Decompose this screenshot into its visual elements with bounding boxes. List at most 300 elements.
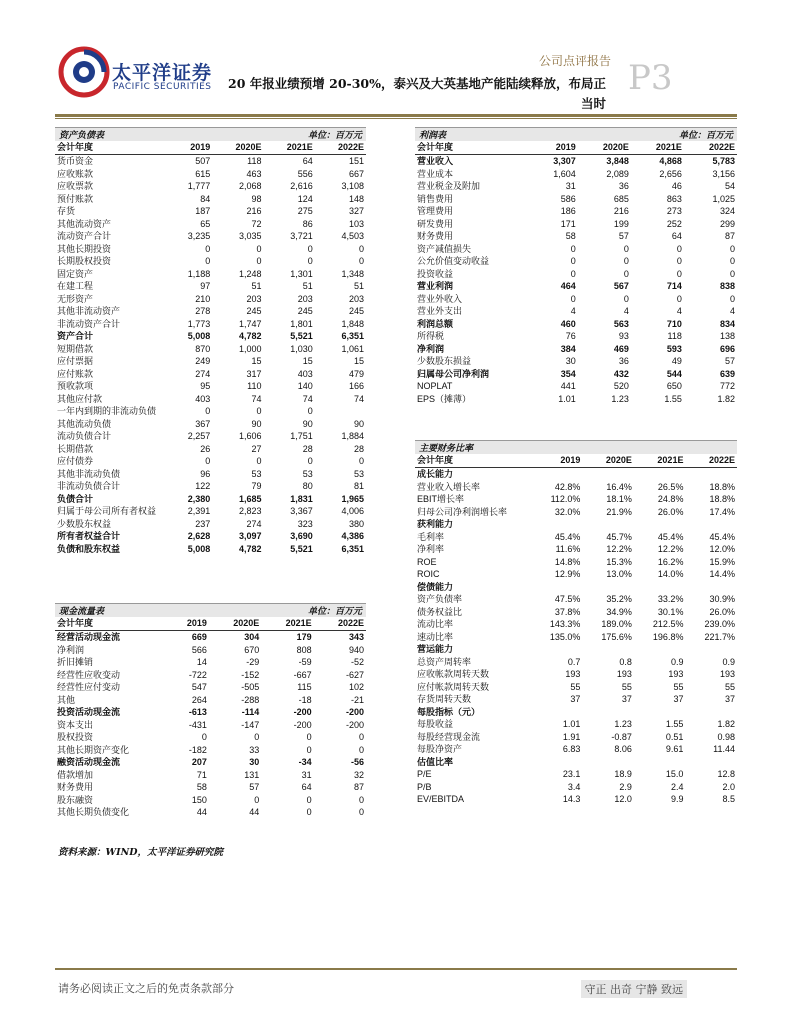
cell-value: 210 <box>195 293 211 304</box>
cell-value <box>685 518 737 531</box>
panel-unit: 单位：百万元 <box>307 131 362 141</box>
cell-value: 5,008 <box>187 331 211 341</box>
column-header: 2022E <box>315 141 366 155</box>
table-row <box>55 268 366 281</box>
row-label: 归属于母公司所有者权益 <box>57 506 157 516</box>
cell-value: 1,848 <box>341 318 364 329</box>
table-row <box>415 506 737 519</box>
cell-value: 0 <box>358 256 364 266</box>
cell-value: 86 <box>302 218 313 229</box>
cell-value <box>315 405 366 418</box>
footer-divider <box>55 968 737 970</box>
cell-value: 18.8% <box>709 494 735 504</box>
cell-value: 37 <box>673 694 684 704</box>
row-label: 其他流动负债 <box>57 418 112 429</box>
cell-value: 1,348 <box>341 268 364 279</box>
cell-value: -200 <box>293 707 312 717</box>
row-label: 存货 <box>57 206 76 216</box>
table-row <box>55 731 366 744</box>
cell-value: 6,351 <box>341 543 364 554</box>
table-row <box>55 193 366 206</box>
row-label: 经营性应付变动 <box>57 682 121 692</box>
column-header: 2019 <box>531 141 578 155</box>
row-label: P/B <box>417 781 432 792</box>
table-row <box>55 530 366 543</box>
table-row <box>55 719 366 732</box>
cell-value: 131 <box>244 769 260 780</box>
cell-value: 0 <box>570 293 576 304</box>
table-row <box>55 656 366 669</box>
cell-value: 175.6% <box>601 631 632 642</box>
cell-value: 4 <box>570 306 576 316</box>
cell-value: 3,235 <box>187 231 211 241</box>
cell-value: 57 <box>724 356 735 366</box>
cell-value: 15.3% <box>606 556 632 567</box>
cell-value: -56 <box>350 757 364 767</box>
row-label: 毛利率 <box>417 531 445 542</box>
row-label: 资本支出 <box>57 719 94 730</box>
cell-value: 21.9% <box>606 506 632 517</box>
cell-value: 187 <box>195 206 211 216</box>
cell-value: 51 <box>251 281 262 291</box>
row-label: 应付账款 <box>57 368 94 379</box>
table-row <box>55 168 366 181</box>
cell-value: 507 <box>195 156 211 166</box>
cell-value: 432 <box>613 368 629 379</box>
cell-value: 863 <box>666 193 682 204</box>
cell-value: 0 <box>201 732 207 742</box>
row-label: ROE <box>417 556 437 567</box>
row-label: 投资收益 <box>417 268 454 279</box>
table-row <box>415 631 737 644</box>
cell-value: 1.01 <box>558 393 576 404</box>
cell-value: 110 <box>247 381 262 391</box>
table-row <box>55 380 366 393</box>
cell-value: 65 <box>200 218 211 229</box>
cell-value: 0 <box>306 807 312 817</box>
row-label: 资产负债率 <box>417 594 463 604</box>
financial-ratios-panel <box>415 440 737 806</box>
cell-value: 547 <box>191 682 207 692</box>
row-label: 融资活动现金流 <box>57 757 121 767</box>
cell-value: 93 <box>618 331 629 341</box>
cell-value: 1,030 <box>290 343 313 354</box>
column-header: 2022E <box>684 141 737 155</box>
cell-value: 12.9% <box>554 569 581 579</box>
panel-header <box>55 127 366 141</box>
data-source-note: 资料来源：WIND，太平洋证券研究院 <box>58 847 224 858</box>
cell-value: 44 <box>249 807 260 817</box>
panel-unit: 单位：百万元 <box>678 131 733 141</box>
table-row <box>55 706 366 719</box>
cell-value: 1.23 <box>614 719 632 729</box>
table-row <box>55 180 366 193</box>
row-label: 其他 <box>57 694 76 705</box>
row-label: 其他流动资产 <box>57 218 112 229</box>
cell-value: 30.9% <box>709 594 735 604</box>
row-label: 存货周转天数 <box>417 694 472 704</box>
table-row <box>55 631 366 644</box>
table-row <box>415 368 737 381</box>
cell-value: 2,380 <box>187 493 211 504</box>
cell-value: 31 <box>301 769 312 780</box>
cell-value: 5,521 <box>290 331 313 341</box>
cell-value: 16.2% <box>657 556 684 567</box>
report-header <box>0 0 791 120</box>
row-label: 财务费用 <box>57 782 94 792</box>
cell-value: 28 <box>353 443 364 454</box>
cell-value: 0 <box>307 456 313 466</box>
cell-value: 24.8% <box>657 494 684 504</box>
cell-value: 0.7 <box>567 656 581 667</box>
cell-value: 36 <box>618 356 629 366</box>
cell-value: 14 <box>196 657 207 667</box>
table-row <box>55 505 366 518</box>
row-label: 销售费用 <box>417 193 454 204</box>
cell-value: 940 <box>348 644 364 655</box>
row-label: 债务权益比 <box>417 606 463 617</box>
cell-value: 14.3 <box>562 794 581 804</box>
row-label: 每股指标（元） <box>417 706 481 717</box>
cell-value: 3,035 <box>238 231 262 241</box>
cell-value: 203 <box>348 293 364 304</box>
cell-value: 327 <box>348 206 364 216</box>
cell-value <box>685 468 737 481</box>
cell-value: 4,782 <box>238 331 262 341</box>
row-label: 应收账款 <box>57 168 94 179</box>
panel-header <box>55 603 366 617</box>
cell-value: 221.7% <box>704 631 735 642</box>
cell-value: 0 <box>729 268 735 279</box>
cell-value: 0.8 <box>619 656 632 667</box>
cell-value <box>634 468 686 481</box>
cell-value: 90 <box>251 418 262 429</box>
cell-value: 2,391 <box>187 506 211 516</box>
cell-value: 0 <box>307 243 313 254</box>
table-row <box>55 694 366 707</box>
cell-value: 0 <box>307 256 313 266</box>
cell-value: 203 <box>246 293 262 304</box>
cell-value: 0 <box>676 293 682 304</box>
row-label: 股权投资 <box>57 732 94 742</box>
cell-value: 87 <box>353 782 364 792</box>
cell-value: 5,783 <box>712 156 735 166</box>
row-label: 利润总额 <box>417 318 454 329</box>
row-label: 折旧摊销 <box>57 657 94 667</box>
row-label: 其他长期投资 <box>57 243 112 254</box>
cell-value <box>531 518 583 531</box>
cell-value: 15 <box>251 356 262 366</box>
cell-value <box>685 581 737 594</box>
cell-value <box>634 643 686 656</box>
column-header: 2021E <box>263 141 314 155</box>
cell-value: 367 <box>195 418 211 429</box>
cell-value: 74 <box>353 393 364 404</box>
cell-value: 0 <box>358 807 364 817</box>
cell-value: 34.9% <box>606 606 632 617</box>
cell-value: 33.2% <box>657 594 684 604</box>
brand-name-cn: 太平洋证券 <box>112 62 213 84</box>
row-label: 成长能力 <box>417 469 454 479</box>
cell-value: 0 <box>306 744 312 755</box>
column-header: 会计年度 <box>415 454 531 468</box>
cell-value: 115 <box>297 682 312 692</box>
cell-value: 58 <box>196 782 207 792</box>
cell-value: 135.0% <box>549 631 581 642</box>
cell-value: 103 <box>348 218 364 229</box>
row-label: 资产合计 <box>57 331 94 341</box>
cell-value: 51 <box>302 281 313 291</box>
column-header: 2020E <box>578 141 631 155</box>
row-label: 营业税金及附加 <box>417 181 481 191</box>
table-row <box>55 781 366 794</box>
cell-value: 57 <box>618 231 629 241</box>
cell-value: 1,747 <box>238 318 262 329</box>
table-row <box>415 168 737 181</box>
column-header: 2022E <box>314 617 366 631</box>
cell-value: 4 <box>623 306 629 316</box>
cell-value: 90 <box>302 418 313 429</box>
cell-value <box>531 643 583 656</box>
cell-value <box>531 468 583 481</box>
cell-value: 4,782 <box>238 543 262 554</box>
table-row <box>415 656 737 669</box>
cell-value: 26.0% <box>709 606 735 617</box>
row-label: 经营活动现金流 <box>57 632 121 642</box>
row-label: 流动比率 <box>417 619 454 629</box>
cell-value: 1,604 <box>553 168 576 179</box>
table-row <box>55 393 366 406</box>
cell-value: 0 <box>676 256 682 266</box>
table-row <box>55 744 366 757</box>
row-label: EV/EBITDA <box>417 794 465 804</box>
cell-value: 189.0% <box>601 619 632 629</box>
cell-value: 196.8% <box>652 631 684 642</box>
cell-value: 1,188 <box>187 268 211 279</box>
cell-value: -59 <box>298 657 312 667</box>
cell-value: 343 <box>348 632 364 642</box>
cell-value: 15.0 <box>665 769 684 779</box>
table-row <box>415 268 737 281</box>
cell-value <box>634 581 686 594</box>
row-label: 营业外收入 <box>417 293 463 304</box>
cell-value: 1,965 <box>341 493 364 504</box>
cell-value: 45.4% <box>657 531 684 542</box>
cell-value: 245 <box>297 306 313 316</box>
cell-value: 53 <box>302 468 313 479</box>
table-row <box>415 731 737 744</box>
cell-value: 0 <box>307 406 313 416</box>
cell-value: 0 <box>358 744 364 755</box>
row-label: EPS（摊薄） <box>417 393 472 404</box>
cell-value: 3,307 <box>553 156 576 166</box>
cell-value: 150 <box>191 794 207 805</box>
cell-value: 593 <box>666 343 682 354</box>
cell-value: 275 <box>297 206 313 216</box>
cell-value: -627 <box>345 669 364 680</box>
cell-value: -182 <box>188 744 207 755</box>
cell-value: -147 <box>241 719 260 730</box>
header-divider <box>55 114 737 117</box>
row-label: 应付票据 <box>57 356 94 366</box>
cell-value: 710 <box>666 318 682 329</box>
table-row <box>55 468 366 481</box>
table-row <box>415 781 737 794</box>
table-row <box>55 669 366 682</box>
cell-value: 870 <box>195 343 211 354</box>
cell-value: 216 <box>613 206 629 216</box>
cell-value: -152 <box>241 669 260 680</box>
cell-value: 193 <box>668 669 684 679</box>
table-row <box>55 293 366 306</box>
column-header: 2020E <box>582 454 634 468</box>
cell-value: -34 <box>298 757 312 767</box>
row-label: 营运能力 <box>417 644 454 654</box>
row-label: 其他长期负债变化 <box>57 807 130 817</box>
cell-value: 1,248 <box>238 268 262 279</box>
row-label: 其他应付款 <box>57 393 103 404</box>
cell-value: 1.82 <box>717 393 735 404</box>
cell-value: -288 <box>241 694 260 705</box>
cell-value: 12.8 <box>717 769 735 779</box>
table-row <box>55 368 366 381</box>
cell-value: 0 <box>623 268 629 279</box>
cell-value: 26 <box>200 443 211 454</box>
cell-value: 79 <box>251 481 262 491</box>
cell-value: 245 <box>348 306 364 316</box>
cell-value: 0 <box>256 256 262 266</box>
row-label: 研发费用 <box>417 218 454 229</box>
table-row <box>55 493 366 506</box>
cell-value: 32.0% <box>554 506 581 517</box>
cash-flow-panel <box>55 603 366 819</box>
row-label: 应付债券 <box>57 456 94 466</box>
cell-value: 64 <box>301 782 312 792</box>
table-row <box>415 205 737 218</box>
table-row <box>55 430 366 443</box>
cell-value: -52 <box>350 657 364 667</box>
cell-value: -613 <box>188 707 207 717</box>
cell-value: 0 <box>205 406 211 416</box>
table-row <box>55 330 366 343</box>
table-row <box>415 393 737 406</box>
cell-value: 3,721 <box>290 231 313 241</box>
cell-value: 566 <box>191 644 207 655</box>
cell-value: 6,351 <box>341 331 364 341</box>
row-label: 长期借款 <box>57 443 94 454</box>
panel-title: 资产负债表 <box>59 131 105 141</box>
cell-value: 563 <box>613 318 629 329</box>
column-header: 2022E <box>685 454 737 468</box>
cell-value: 0 <box>729 243 735 254</box>
table-row <box>415 718 737 731</box>
cell-value: 36 <box>618 181 629 191</box>
income-statement-table <box>415 141 737 405</box>
cell-value: 0.9 <box>670 656 684 667</box>
disclaimer-note: 请务必阅读正文之后的免责条款部分 <box>58 982 234 995</box>
cell-value <box>634 706 686 719</box>
row-label: 每股收益 <box>417 719 454 729</box>
cell-value: 0 <box>676 268 682 279</box>
cell-value: 0 <box>254 732 260 742</box>
cell-value: 0 <box>358 794 364 805</box>
table-row <box>415 280 737 293</box>
cell-value: 8.06 <box>614 744 632 754</box>
cell-value: 72 <box>251 218 262 229</box>
cell-value: 118 <box>247 156 262 166</box>
table-header-row <box>55 141 366 155</box>
cell-value: 5,008 <box>187 543 211 554</box>
cell-value: 81 <box>353 481 364 491</box>
cell-value: 403 <box>297 368 313 379</box>
table-row <box>415 330 737 343</box>
cell-value <box>634 518 686 531</box>
table-row <box>415 293 737 306</box>
cell-value <box>685 756 737 769</box>
cell-value: 0 <box>205 256 211 266</box>
cell-value: 64 <box>302 156 313 166</box>
cell-value: 171 <box>560 218 576 229</box>
table-row <box>415 593 737 606</box>
table-row <box>55 255 366 268</box>
table-row <box>55 480 366 493</box>
cell-value: 1,301 <box>290 268 313 279</box>
cell-value: 97 <box>200 281 211 291</box>
cell-value: 15.9% <box>709 556 735 567</box>
cell-value: -200 <box>345 707 364 717</box>
row-label: 应收帐款周转天数 <box>417 669 490 679</box>
row-label: 所得税 <box>417 331 445 341</box>
row-label: 财务费用 <box>417 231 454 241</box>
cell-value: 1,000 <box>238 343 262 354</box>
cell-value: 1,606 <box>238 431 262 441</box>
cell-value: 460 <box>560 318 576 329</box>
table-row <box>55 280 366 293</box>
cell-value: 264 <box>191 694 207 705</box>
row-label: 无形资产 <box>57 293 94 304</box>
cell-value: 1,751 <box>290 431 313 441</box>
cell-value: -667 <box>293 669 312 680</box>
cell-value: 0 <box>570 256 576 266</box>
cell-value: 808 <box>296 644 312 655</box>
row-label: 其他长期资产变化 <box>57 744 130 755</box>
table-row <box>415 243 737 256</box>
cell-value: 45.4% <box>554 531 581 542</box>
column-header: 2019 <box>167 617 209 631</box>
cell-value: 42.8% <box>554 481 581 492</box>
cell-value: 102 <box>348 682 364 692</box>
cell-value: 28 <box>302 443 313 454</box>
cell-value: 5,521 <box>290 543 313 554</box>
table-row <box>55 218 366 231</box>
cell-value: 122 <box>195 481 211 491</box>
table-row <box>55 518 366 531</box>
cell-value <box>531 581 583 594</box>
table-row <box>55 155 366 168</box>
row-label: 投资活动现金流 <box>57 707 121 717</box>
cell-value <box>582 706 634 719</box>
cell-value: 463 <box>246 168 262 179</box>
cell-value: 14.0% <box>657 569 684 579</box>
row-label: 净利率 <box>417 544 445 554</box>
cell-value: 3,108 <box>341 181 364 191</box>
cell-value: 469 <box>613 343 629 354</box>
row-label: 一年内到期的非流动负债 <box>57 406 157 416</box>
cell-value: -114 <box>241 707 260 717</box>
table-row <box>55 455 366 468</box>
cash-flow-table <box>55 617 366 819</box>
cell-value: 0 <box>256 456 262 466</box>
